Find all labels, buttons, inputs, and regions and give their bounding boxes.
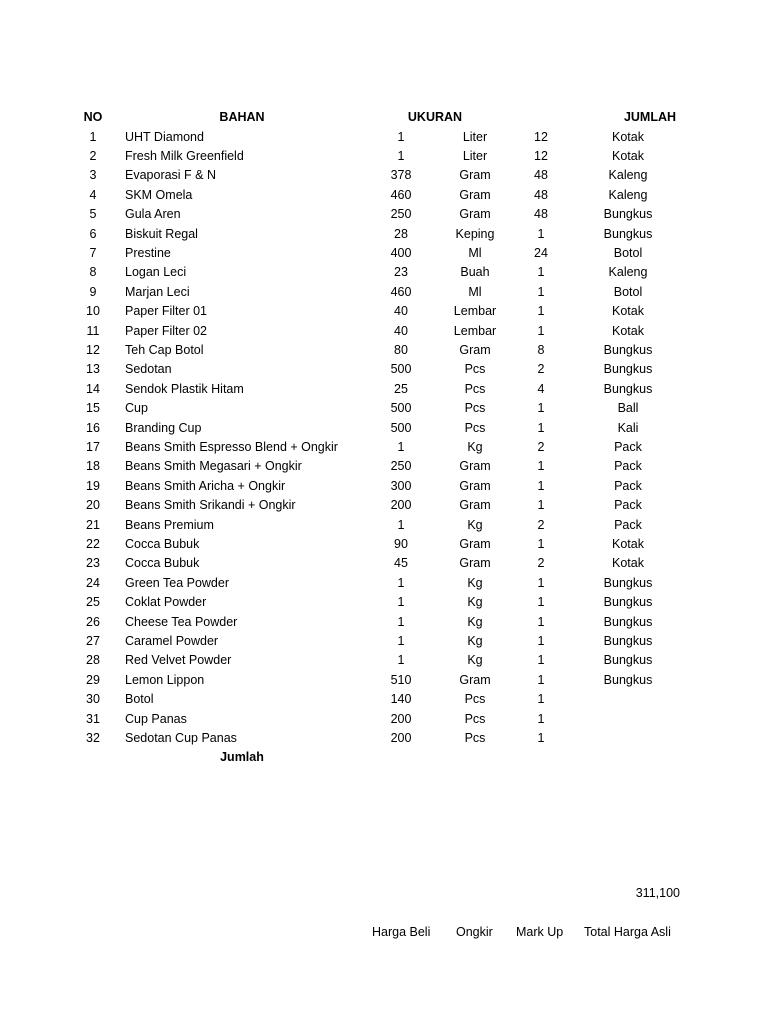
- cell-ukuran-size: 90: [394, 536, 408, 551]
- cell-bahan: UHT Diamond: [125, 129, 204, 144]
- cell-jumlah-qty: 1: [537, 401, 545, 416]
- table-row: [0, 710, 768, 729]
- cell-jumlah-qty: 1: [537, 633, 545, 648]
- cell-no: 16: [86, 420, 100, 435]
- cell-bahan: Prestine: [125, 245, 171, 260]
- cell-bahan: Evaporasi F & N: [125, 168, 217, 183]
- table-row: [0, 322, 768, 341]
- cell-ukuran-unit: Buah: [460, 265, 490, 280]
- cell-ukuran-unit: Pcs: [464, 362, 486, 377]
- cell-ukuran-size: 200: [390, 730, 412, 745]
- cell-ukuran-size: 400: [390, 245, 412, 260]
- cell-ukuran-size: 23: [394, 265, 408, 280]
- cell-bahan: Paper Filter 02: [125, 323, 207, 338]
- cell-ukuran-unit: Pcs: [464, 420, 486, 435]
- cell-jumlah-pack: Bungkus: [603, 595, 653, 610]
- cell-bahan: Paper Filter 01: [125, 304, 207, 319]
- cell-ukuran-unit: Gram: [459, 459, 491, 474]
- table-row: [0, 477, 768, 496]
- table-row: [0, 186, 768, 205]
- header-ukuran: UKURAN: [407, 109, 463, 124]
- cell-no: 18: [86, 459, 100, 474]
- cell-no: 28: [86, 653, 100, 668]
- cell-ukuran-unit: Gram: [459, 207, 491, 222]
- cell-jumlah-qty: 1: [537, 323, 545, 338]
- cell-jumlah-pack: Kotak: [612, 323, 644, 338]
- cell-jumlah-pack: Kotak: [612, 304, 644, 319]
- header-bahan: BAHAN: [219, 109, 265, 124]
- cell-jumlah-pack: Ball: [617, 401, 639, 416]
- cell-bahan: Logan Leci: [125, 265, 187, 280]
- cell-no: 9: [89, 284, 97, 299]
- cell-ukuran-size: 460: [390, 187, 412, 202]
- cell-bahan: Branding Cup: [125, 420, 202, 435]
- cell-jumlah-qty: 4: [537, 381, 545, 396]
- cell-no: 7: [89, 245, 97, 260]
- cell-no: 2: [89, 148, 97, 163]
- table-row: [0, 147, 768, 166]
- cell-bahan: Cup: [125, 401, 148, 416]
- cell-bahan: Fresh Milk Greenfield: [125, 148, 244, 163]
- cell-bahan: Marjan Leci: [125, 284, 190, 299]
- cell-jumlah-pack: Kaleng: [608, 265, 648, 280]
- header-jumlah: JUMLAH: [623, 109, 677, 124]
- cell-jumlah-pack: Kotak: [612, 556, 644, 571]
- table-row: [0, 244, 768, 263]
- cell-ukuran-unit: Gram: [459, 478, 491, 493]
- cell-ukuran-size: 140: [390, 692, 412, 707]
- cell-no: 8: [89, 265, 97, 280]
- cell-ukuran-unit: Lembar: [453, 304, 497, 319]
- footer-harga-beli: Harga Beli: [372, 925, 431, 939]
- cell-ukuran-unit: Lembar: [453, 323, 497, 338]
- cell-ukuran-unit: Keping: [455, 226, 495, 241]
- cell-no: 20: [86, 498, 100, 513]
- table-row: [0, 729, 768, 748]
- table-row: [0, 360, 768, 379]
- cell-ukuran-unit: Pcs: [464, 730, 486, 745]
- cell-jumlah-pack: Bungkus: [603, 207, 653, 222]
- cell-ukuran-unit: Pcs: [464, 381, 486, 396]
- cell-ukuran-unit: Kg: [467, 575, 483, 590]
- cell-ukuran-unit: Gram: [459, 498, 491, 513]
- cell-ukuran-size: 500: [390, 362, 412, 377]
- cell-ukuran-unit: Kg: [467, 595, 483, 610]
- cell-jumlah-pack: Kotak: [612, 148, 644, 163]
- cell-ukuran-size: 1: [397, 633, 405, 648]
- cell-bahan: Cocca Bubuk: [125, 556, 200, 571]
- cell-ukuran-size: 1: [397, 148, 405, 163]
- cell-jumlah-qty: 1: [537, 575, 545, 590]
- cell-jumlah-pack: Kali: [617, 420, 639, 435]
- cell-jumlah-pack: Bungkus: [603, 381, 653, 396]
- cell-ukuran-unit: Gram: [459, 556, 491, 571]
- table-row: [0, 166, 768, 185]
- table-row: [0, 651, 768, 670]
- cell-jumlah-qty: 1: [537, 284, 545, 299]
- cell-jumlah-pack: Pack: [614, 478, 642, 493]
- cell-jumlah-qty: 1: [537, 711, 545, 726]
- cell-no: 11: [86, 323, 100, 338]
- cell-jumlah-pack: Botol: [613, 245, 643, 260]
- cell-ukuran-size: 80: [394, 342, 408, 357]
- cell-jumlah-qty: 8: [537, 342, 545, 357]
- footer-total-harga-asli: Total Harga Asli: [584, 925, 671, 939]
- table-row: [0, 341, 768, 360]
- cell-ukuran-size: 40: [394, 304, 408, 319]
- cell-ukuran-size: 510: [390, 672, 412, 687]
- cell-jumlah-pack: Pack: [614, 439, 642, 454]
- cell-no: 30: [86, 692, 100, 707]
- cell-jumlah-qty: 2: [537, 556, 545, 571]
- cell-jumlah-pack: Kaleng: [608, 168, 648, 183]
- cell-jumlah-pack: Bungkus: [603, 672, 653, 687]
- cell-ukuran-unit: Kg: [467, 653, 483, 668]
- cell-jumlah-qty: 2: [537, 517, 545, 532]
- cell-jumlah-qty: 1: [537, 478, 545, 493]
- table-row: [0, 263, 768, 282]
- cell-ukuran-size: 500: [390, 401, 412, 416]
- cell-ukuran-size: 1: [397, 614, 405, 629]
- cell-jumlah-pack: Bungkus: [603, 342, 653, 357]
- cell-jumlah-qty: 1: [537, 672, 545, 687]
- cell-bahan: Botol: [125, 692, 154, 707]
- table-row: [0, 593, 768, 612]
- footer-ongkir: Ongkir: [456, 925, 493, 939]
- cell-no: 32: [86, 730, 100, 745]
- cell-no: 13: [86, 362, 100, 377]
- cell-bahan: Biskuit Regal: [125, 226, 198, 241]
- cell-ukuran-size: 28: [394, 226, 408, 241]
- cell-bahan: Lemon Lippon: [125, 672, 205, 687]
- cell-bahan: Cheese Tea Powder: [125, 614, 238, 629]
- cell-no: 21: [86, 517, 100, 532]
- cell-no: 31: [86, 711, 100, 726]
- cell-ukuran-unit: Pcs: [464, 711, 486, 726]
- cell-ukuran-unit: Gram: [459, 672, 491, 687]
- cell-jumlah-pack: Kotak: [612, 536, 644, 551]
- cell-jumlah-pack: Botol: [613, 284, 643, 299]
- cell-jumlah-qty: 12: [534, 129, 548, 144]
- cell-no: 5: [89, 207, 97, 222]
- cell-no: 6: [89, 226, 97, 241]
- cell-jumlah-qty: 1: [537, 692, 545, 707]
- cell-ukuran-unit: Kg: [467, 439, 483, 454]
- cell-jumlah-qty: 1: [537, 536, 545, 551]
- cell-ukuran-size: 200: [390, 711, 412, 726]
- cell-no: 17: [86, 439, 100, 454]
- cell-jumlah-pack: Bungkus: [603, 633, 653, 648]
- table-row: [0, 516, 768, 535]
- table-row: [0, 205, 768, 224]
- cell-no: 25: [86, 595, 100, 610]
- cell-no: 29: [86, 672, 100, 687]
- cell-no: 4: [89, 187, 97, 202]
- cell-no: 15: [86, 401, 100, 416]
- cell-jumlah-pack: Bungkus: [603, 614, 653, 629]
- table-row: [0, 613, 768, 632]
- cell-jumlah-qty: 1: [537, 226, 545, 241]
- header-no: NO: [83, 109, 103, 124]
- cell-ukuran-unit: Kg: [467, 633, 483, 648]
- cell-jumlah-pack: Bungkus: [603, 362, 653, 377]
- cell-bahan: Cup Panas: [125, 711, 187, 726]
- table-header-row: [0, 108, 768, 127]
- cell-ukuran-unit: Gram: [459, 342, 491, 357]
- cell-ukuran-size: 200: [390, 498, 412, 513]
- cell-ukuran-unit: Liter: [462, 129, 488, 144]
- cell-jumlah-qty: 1: [537, 459, 545, 474]
- cell-jumlah-pack: Bungkus: [603, 226, 653, 241]
- cell-ukuran-unit: Gram: [459, 187, 491, 202]
- cell-ukuran-unit: Pcs: [464, 401, 486, 416]
- cell-no: 1: [89, 129, 97, 144]
- cell-jumlah-qty: 1: [537, 653, 545, 668]
- cell-bahan: Coklat Powder: [125, 595, 207, 610]
- table-row: [0, 690, 768, 709]
- table-row: [0, 128, 768, 147]
- table-row: [0, 380, 768, 399]
- cell-jumlah-qty: 48: [534, 207, 548, 222]
- cell-bahan: Gula Aren: [125, 207, 181, 222]
- cell-ukuran-unit: Ml: [468, 284, 482, 299]
- cell-no: 26: [86, 614, 100, 629]
- cell-jumlah-qty: 1: [537, 614, 545, 629]
- cell-jumlah-qty: 24: [534, 245, 548, 260]
- cell-ukuran-size: 250: [390, 207, 412, 222]
- cell-jumlah-pack: Pack: [614, 459, 642, 474]
- cell-bahan: Sedotan: [125, 362, 172, 377]
- cell-ukuran-unit: Kg: [467, 517, 483, 532]
- cell-jumlah-qty: 1: [537, 730, 545, 745]
- cell-jumlah-qty: 1: [537, 265, 545, 280]
- table-row: [0, 302, 768, 321]
- cell-ukuran-size: 300: [390, 478, 412, 493]
- cell-jumlah-qty: 1: [537, 595, 545, 610]
- table-row: [0, 419, 768, 438]
- table-row: [0, 399, 768, 418]
- cell-no: 19: [86, 478, 100, 493]
- cell-jumlah-qty: 1: [537, 420, 545, 435]
- cell-ukuran-size: 1: [397, 129, 405, 144]
- cell-bahan: Sendok Plastik Hitam: [125, 381, 244, 396]
- cell-no: 24: [86, 575, 100, 590]
- cell-ukuran-unit: Gram: [459, 536, 491, 551]
- cell-no: 22: [86, 536, 100, 551]
- table-row: [0, 535, 768, 554]
- cell-bahan: Beans Smith Megasari + Ongkir: [125, 459, 302, 474]
- cell-jumlah-pack: Bungkus: [603, 653, 653, 668]
- table-row: [0, 496, 768, 515]
- cell-bahan: Beans Premium: [125, 517, 214, 532]
- table-row: [0, 671, 768, 690]
- table-row: [0, 225, 768, 244]
- cell-jumlah-pack: Pack: [614, 498, 642, 513]
- cell-no: 10: [86, 304, 100, 319]
- footer-mark-up: Mark Up: [516, 925, 564, 939]
- cell-jumlah-qty: 48: [534, 168, 548, 183]
- cell-no: 12: [86, 342, 100, 357]
- cell-ukuran-unit: Kg: [467, 614, 483, 629]
- cell-bahan: Beans Smith Espresso Blend + Ongkir: [125, 439, 338, 454]
- cell-bahan: Red Velvet Powder: [125, 653, 232, 668]
- cell-ukuran-size: 250: [390, 459, 412, 474]
- cell-jumlah-qty: 1: [537, 304, 545, 319]
- cell-bahan: Caramel Powder: [125, 633, 219, 648]
- cell-no: 14: [86, 381, 100, 396]
- cell-bahan: Green Tea Powder: [125, 575, 229, 590]
- cell-ukuran-size: 1: [397, 517, 405, 532]
- cell-ukuran-size: 1: [397, 595, 405, 610]
- cell-ukuran-size: 40: [394, 323, 408, 338]
- cell-ukuran-unit: Ml: [468, 245, 482, 260]
- cell-ukuran-unit: Liter: [462, 148, 488, 163]
- cell-ukuran-size: 25: [394, 381, 408, 396]
- cell-jumlah-qty: 48: [534, 187, 548, 202]
- table-row: [0, 632, 768, 651]
- cell-ukuran-unit: Pcs: [464, 692, 486, 707]
- table-row: [0, 283, 768, 302]
- cell-bahan: Beans Smith Aricha + Ongkir: [125, 478, 286, 493]
- table-row: [0, 457, 768, 476]
- jumlah-label: Jumlah: [220, 750, 264, 764]
- cell-jumlah-qty: 2: [537, 439, 545, 454]
- table-row: [0, 438, 768, 457]
- cell-bahan: Beans Smith Srikandi + Ongkir: [125, 498, 296, 513]
- cell-ukuran-size: 1: [397, 439, 405, 454]
- table-row: [0, 554, 768, 573]
- table-row: [0, 574, 768, 593]
- cell-ukuran-unit: Gram: [459, 168, 491, 183]
- cell-jumlah-pack: Kotak: [612, 129, 644, 144]
- cell-ukuran-size: 500: [390, 420, 412, 435]
- cell-jumlah-qty: 2: [537, 362, 545, 377]
- cell-jumlah-pack: Bungkus: [603, 575, 653, 590]
- total-value: 311,100: [635, 886, 680, 900]
- cell-ukuran-size: 1: [397, 653, 405, 668]
- cell-no: 3: [89, 168, 97, 183]
- cell-bahan: Cocca Bubuk: [125, 536, 200, 551]
- cell-ukuran-size: 1: [397, 575, 405, 590]
- cell-no: 23: [86, 556, 100, 571]
- cell-jumlah-qty: 12: [534, 148, 548, 163]
- cell-ukuran-size: 378: [390, 168, 412, 183]
- cell-bahan: Teh Cap Botol: [125, 342, 204, 357]
- cell-bahan: SKM Omela: [125, 187, 193, 202]
- cell-jumlah-pack: Kaleng: [608, 187, 648, 202]
- cell-ukuran-size: 460: [390, 284, 412, 299]
- cell-bahan: Sedotan Cup Panas: [125, 730, 237, 745]
- cell-ukuran-size: 45: [394, 556, 408, 571]
- cell-jumlah-pack: Pack: [614, 517, 642, 532]
- cell-jumlah-qty: 1: [537, 498, 545, 513]
- cell-no: 27: [86, 633, 100, 648]
